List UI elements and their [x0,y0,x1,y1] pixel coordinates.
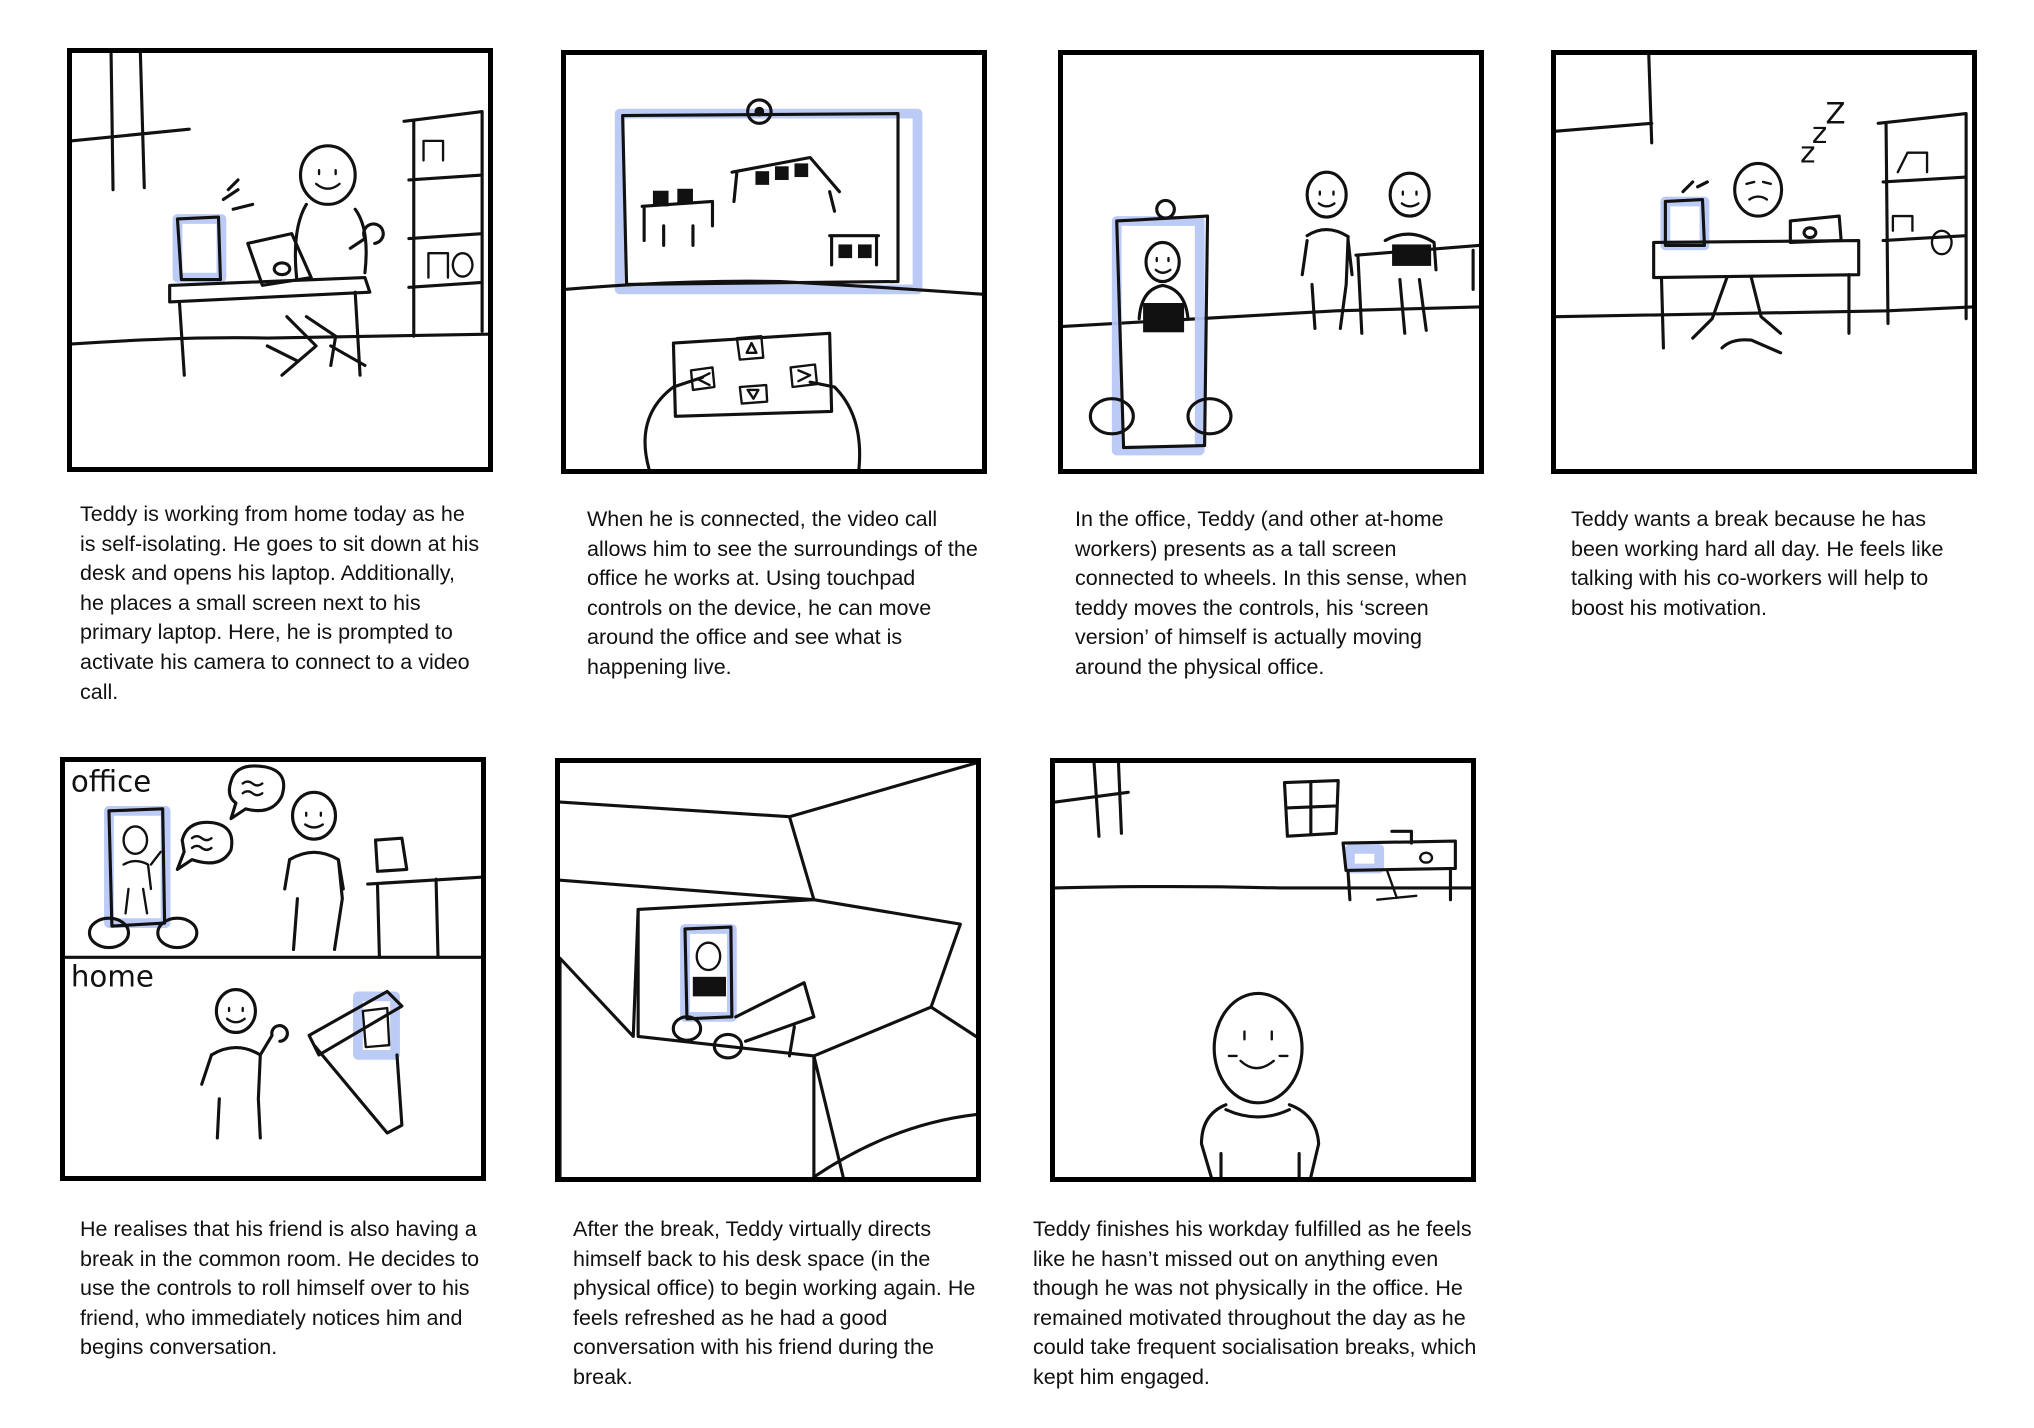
wheel [1188,399,1231,434]
teddy-head [1735,163,1782,216]
office-label: office [70,764,152,799]
teddy-head [1214,993,1302,1102]
arrow-down-icon [740,385,767,404]
wheel [1090,399,1133,434]
window [1055,763,1128,836]
window [1556,55,1652,143]
storyboard-panel-7 [1050,758,1476,1182]
storyboard-panel-1 [67,48,493,472]
speech-bubble [229,766,283,819]
storyboard-panel-3 [1058,50,1484,474]
panel-6-caption: After the break, Teddy virtually directs himself back to his desk space (in the physical office) to begin working again. He feels refreshed as he had a good conversation with his friend during the break. [573,1217,976,1389]
laptop [248,234,311,286]
friend-head [293,792,336,839]
storyboard-panel-2 [561,50,987,474]
panel-2-caption: When he is connected, the video call allows him to see the surroundings of the office he works at. Using touchpad controls on the device, he can move around the office and see what is happening live. [587,507,978,679]
chair-and-legs [267,317,365,376]
desk-space-sketch [560,763,976,1177]
coworker-head [1307,172,1346,217]
storyboard-panel-6 [555,758,981,1182]
speech-bubble [177,822,232,869]
laptop [1790,216,1841,242]
teddy-head [301,146,356,205]
bookshelf [1878,114,1966,324]
home-label: home [70,959,154,994]
panel-5-caption: He realises that his friend is also having a break in the common room. He decides to use the controls to roll himself over to his friend, who immediately notices him and begins conversation. [80,1217,480,1360]
svg-text:z: z [1800,135,1816,170]
panel-4-caption: Teddy wants a break because he has been working hard all day. He feels like talking with his co-workers will help to boost his motivation. [1571,507,1944,620]
coworker-head [1390,173,1429,216]
teddy-head [216,990,255,1033]
conversation-sketch [65,762,481,1176]
storyboard-panel-5 [60,757,486,1181]
small-screen [177,217,220,279]
storyboard-panel-4 [1551,50,1977,474]
wall-picture [1284,781,1338,837]
panel-3-caption: In the office, Teddy (and other at-home workers) presents as a tall screen connected to wheels. In this sense, when teddy moves the controls, his ‘screen version’ of himself is actually moving around the physical office. [1075,507,1468,679]
home-desk-sketch [72,53,488,467]
tired-teddy-sketch [1556,55,1972,469]
office-robot-sketch [1063,55,1479,469]
panel-1-caption: Teddy is working from home today as he is self-isolating. He goes to sit down at his desk and opens his laptop. Additionally, he places a small screen next to his primary laptop. Here, he is prompted to activate his camera to connect to a video call. [80,502,480,704]
telepresence-screen [685,927,732,1019]
video-call-sketch [566,55,982,469]
desk [170,278,370,376]
svg-text:Z: Z [1825,96,1846,131]
svg-text:z: z [1811,115,1828,150]
coffee-machine [368,838,481,957]
window [72,53,189,190]
camera-icon [1157,200,1175,218]
happy-teddy-sketch [1055,763,1471,1177]
panel-7-caption: Teddy finishes his workday fulfilled as he feels like he hasn’t missed out on anything even though he was not physically in the office. He remained motivated throughout the day as he could take frequent socialisation breaks, which kept him engaged. [1033,1217,1477,1389]
